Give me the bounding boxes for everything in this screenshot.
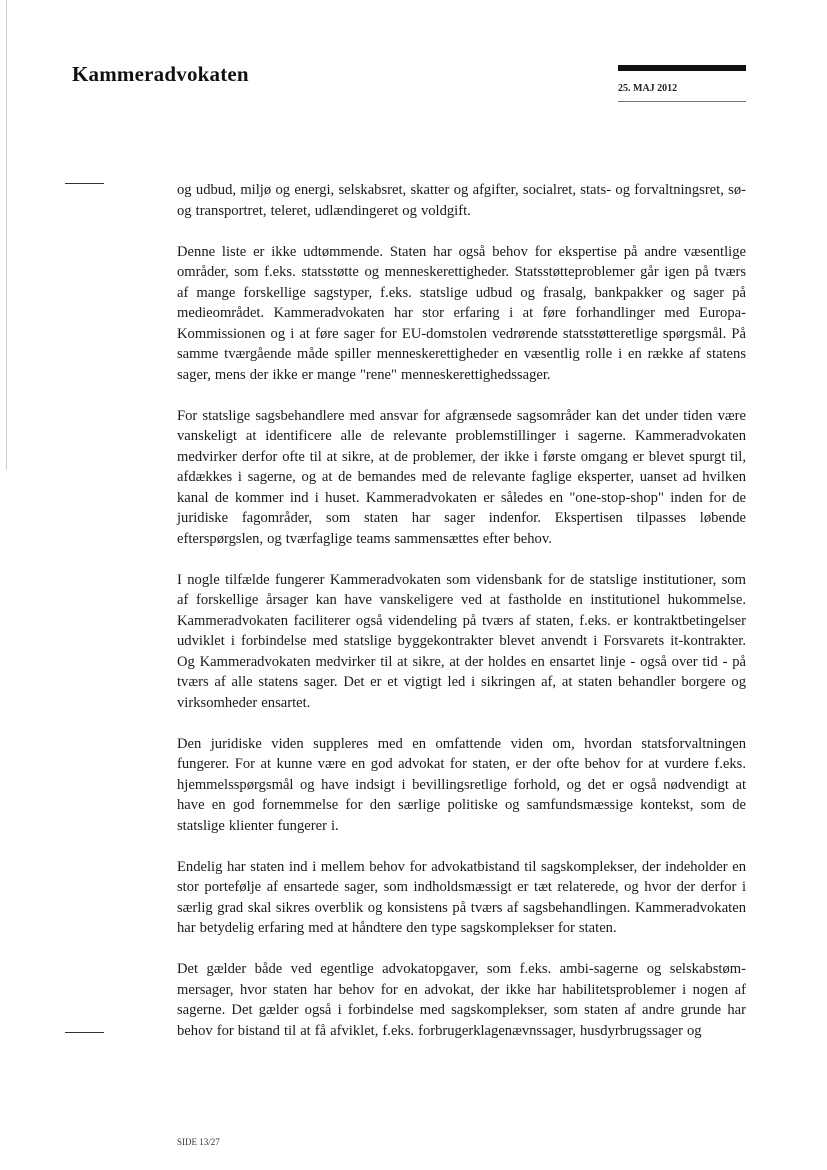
paragraph-6: Endelig har staten ind i mellem behov for advokatbistand til sagskomplekser, der indeholder en stor portefølje af ensartede sager, som indholdsmæssigt er tæt relaterede, og hvor der derfor i særlig grad skal sikres overblik og konsistens på tværs af sagsbehandlingen. Kammeradvokaten har betydelig erfaring med at håndtere den type sagskomplekser for staten. bbox=[177, 858, 746, 936]
paragraph-3: For statslige sagsbehandlere med ansvar for afgrænsede sagsområder kan det under tiden være vanskeligt at identificere alle de relevante problemstillinger i sagerne. Kammeradvokaten medvirker derfor ofte til at sikre, at de problemer, der ikke i første omgang er blevet spurgt til, afdækkes i sagerne, og at de bemandes med de relevante faglige eksperter, uanset ad hvilken kanal de kommer ind i huset. Kammeradvokaten er således en "one-stop-shop" inden for de juridiske fagområder, som staten har sager indenfor. Ekspertisen tilpasses løbende efterspørgslen, og tværfaglige teams sammensættes efter behov. bbox=[177, 407, 746, 547]
paragraph-7: Det gælder både ved egentlige advokatopgaver, som f.eks. ambi-sagerne og selskabstømmersager, hvor staten har behov for en advokat, der ikke har habilitetsproblemer i nogen af sagerne. Det gælder også i forbindelse med sagskomplekser, som staten af andre grunde har behov for bistand til at få afviklet, f.eks. forbrugerklagenævnssager, husdyrbrugssager og bbox=[177, 961, 746, 1039]
date-underline bbox=[618, 101, 746, 102]
scan-edge-line bbox=[6, 0, 7, 470]
paragraph-1: og udbud, miljø og energi, selskabsret, skatter og afgifter, socialret, stats- og forvaltningsret, sø- og transportret, teleret, udlændingeret og voldgift. bbox=[177, 182, 746, 219]
margin-fold-mark-top bbox=[65, 183, 104, 184]
paragraph-5: Den juridiske viden suppleres med en omfattende viden om, hvordan statsforvaltningen fungerer. For at kunne være en god advokat for staten, er der ofte behov for at vurdere f.eks. hjemmelsspørgsmål og have indsigt i bevillingsretlige forhold, og det er også nødvendigt at have en god fornemmelse for den særlige politiske og samfundsmæssige kontekst, som de statslige klienter fungerer i. bbox=[177, 735, 746, 834]
paragraph-2: Denne liste er ikke udtømmende. Staten har også behov for ekspertise på andre væsentlige områder, som f.eks. statsstøtte og menneskerettigheder. Statsstøtteproblemer går igen på tværs af mange forskellige sagstyper, f.eks. statslige udbud og frasalg, bankpakker og sager på medieområdet. Kammeradvokaten har stor erfaring i at føre forhandlinger med Europa-Kommissionen og i at føre sager for EU-domstolen vedrørende statsstøtteretlige spørgsmål. På samme tværgående måde spiller menneskerettigheder en væsentlig rolle i en række af statens sager, mens der ikke er mange "rene" menneskerettighedssager. bbox=[177, 243, 746, 383]
margin-fold-mark-bottom bbox=[65, 1032, 104, 1033]
page-number: SIDE 13/27 bbox=[177, 1137, 220, 1147]
document-body bbox=[177, 180, 746, 1062]
organization-name: Kammeradvokaten bbox=[72, 62, 249, 86]
paragraph-4: I nogle tilfælde fungerer Kammeradvokaten som vidensbank for de statslige institutioner, som af forskellige årsager kan have vanskeligere ved at fastholde en institutionel hukommelse. Kammeradvokaten faciliterer også videndeling på tværs af staten, f.eks. er kontraktbetingelser udviklet i forbindelse med statslige byggekontrakter blevet anvendt i Forsvarets it-kontrakter. Og Kammeradvokaten medvirker til at sikre, at der holdes en ensartet linje - også over tid - på tværs af alle statens sager. Det er et vigtigt led i sikringen af, at staten behandler borgere og virksomheder ensartet. bbox=[177, 571, 746, 711]
date-header-bar bbox=[618, 65, 746, 71]
document-date: 25. MAJ 2012 bbox=[618, 83, 678, 94]
